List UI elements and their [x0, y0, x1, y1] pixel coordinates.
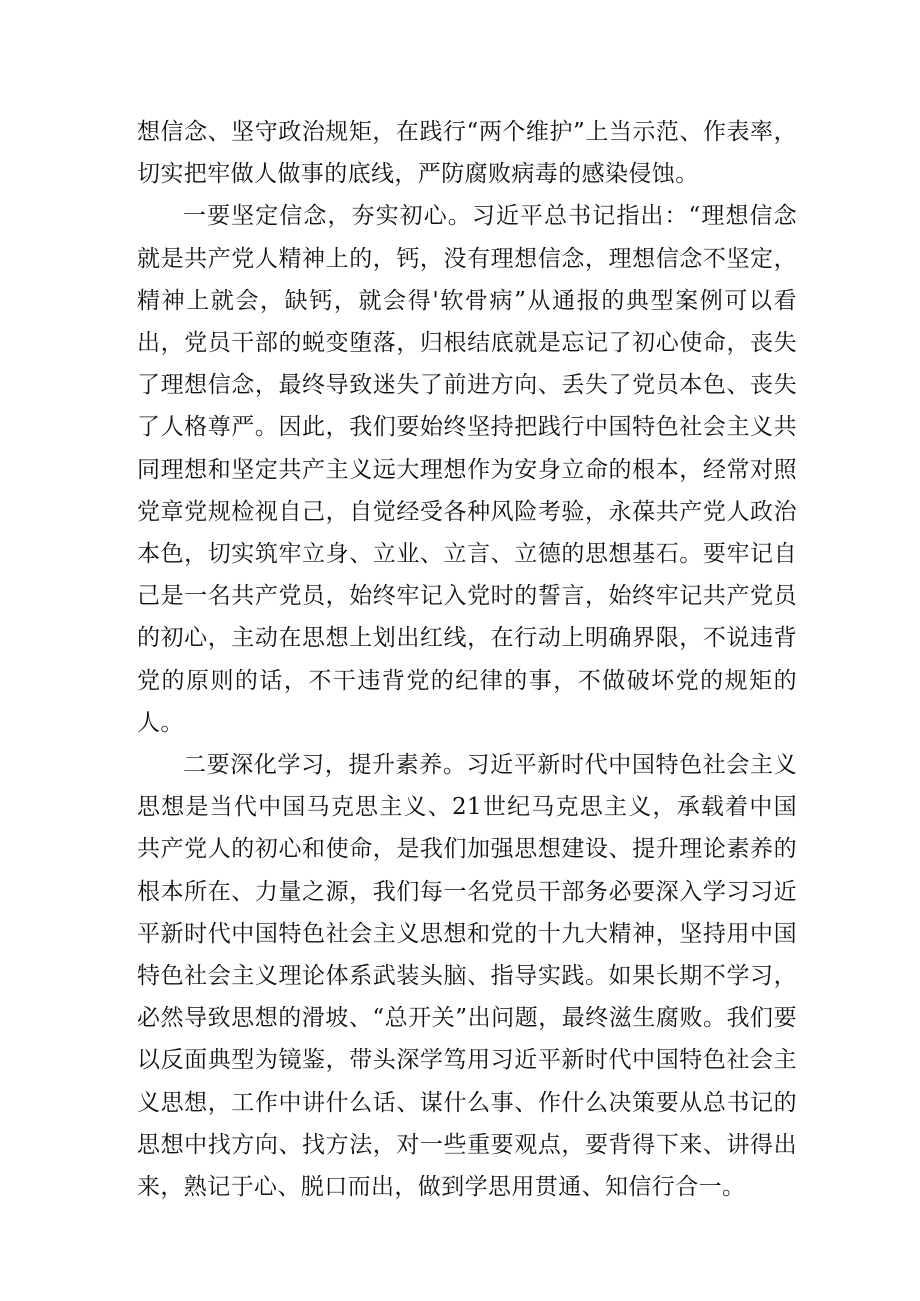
- paragraph-firm-belief: 一要坚定信念，夯实初心。习近平总书记指出：“理想信念就是共产党人精神上的，钙，没有理想信念，理想信念不坚定，精神上就会，缺钙，就会得'软骨病”从通报的典型案例可以看出，党员干部的蜕变堕落，归根结底就是忘记了初心使命，丧失了理想信念，最终导致迷失了前进方向、丢失了党员本色、丧失了人格尊严。因此，我们要始终坚持把践行中国特色社会主义共同理想和坚定共产主义远大理想作为安身立命的根本，经常对照党章党规检视自己，自觉经受各种风险考验，永葆共产党人政治本色，切实筑牢立身、立业、立言、立德的思想基石。要牢记自己是一名共产党员，始终牢记入党时的誓言，始终牢记共产党员的初心，主动在思想上划出红线，在行动上明确界限，不说违背党的原则的话，不干违背党的纪律的事，不做破坏党的规矩的人。: [137, 203, 797, 736]
- paragraph-continuation: 想信念、坚守政治规矩，在践行“两个维护”上当示范、作表率，切实把牢做人做事的底线，严防腐败病毒的感染侵蚀。: [137, 119, 797, 188]
- paragraph-deepen-study: 二要深化学习，提升素养。习近平新时代中国特色社会主义思想是当代中国马克思主义、21世纪马克思主义，承载着中国共产党人的初心和使命，是我们加强思想建设、提升理论素养的根本所在、力量之源，我们每一名党员干部务必要深入学习习近平新时代中国特色社会主义思想和党的十九大精神，坚持用中国特色社会主义理论体系武装头脑、指导实践。如果长期不学习，必然导致思想的滑坡、“总开关”出问题，最终滋生腐败。我们要以反面典型为镜鉴，带头深学笃用习近平新时代中国特色社会主义思想，工作中讲什么话、谋什么事、作什么决策要从总书记的思想中找方向、找方法，对一些重要观点，要背得下来、讲得出来，熟记于心、脱口而出，做到学思用贯通、知信行合一。: [137, 752, 797, 1201]
- body-text: [137, 111, 797, 1208]
